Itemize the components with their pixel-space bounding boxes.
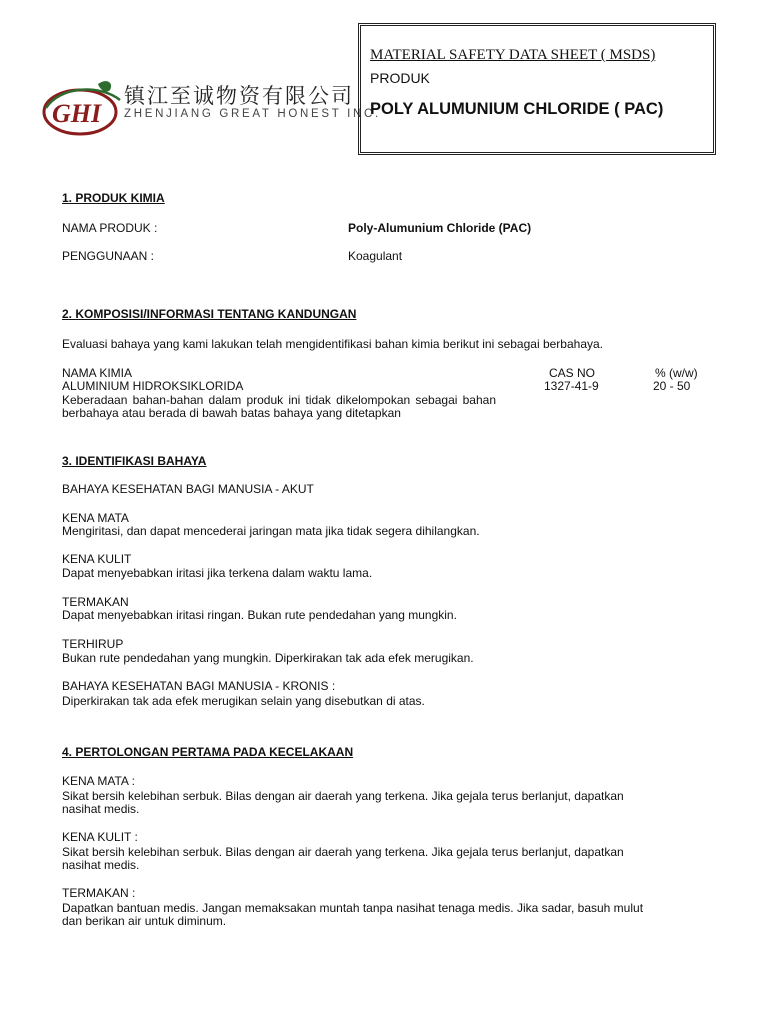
title-box [358, 23, 716, 155]
company-name-english: ZHENJIANG GREAT HONEST INC. [124, 108, 381, 120]
section2-intro: Evaluasi bahaya yang kami lakukan telah mengidentifikasi bahan kimia berikut ini sebagai berbahaya. [62, 337, 603, 351]
nama-produk-value: Poly-Alumunium Chloride (PAC) [348, 221, 532, 235]
product-title: POLY ALUMUNIUM CHLORIDE ( PAC) [370, 100, 664, 118]
section2-note-line2: berbahaya atau berada di bawah batas bahaya yang ditetapkan [62, 406, 401, 420]
msds-title: MATERIAL SAFETY DATA SHEET ( MSDS) [370, 47, 656, 63]
s4-kena-mata-line1: Sikat bersih kelebihan serbuk. Bilas dengan air daerah yang terkena. Jika gejala terus berlanjut, dapatkan [62, 789, 624, 803]
col-percent: % (w/w) [655, 366, 698, 380]
termakan-text: Dapat menyebabkan iritasi ringan. Bukan rute pendedahan yang mungkin. [62, 608, 457, 622]
section3-heading: 3. IDENTIFIKASI BAHAYA [62, 454, 207, 468]
terhirup-label: TERHIRUP [62, 637, 124, 651]
penggunaan-label: PENGGUNAAN : [62, 249, 155, 263]
section1-heading: 1. PRODUK KIMIA [62, 191, 165, 205]
row-percent: 20 - 50 [653, 379, 691, 393]
s4-kena-kulit-label: KENA KULIT : [62, 830, 138, 844]
kena-mata-text: Mengiritasi, dan dapat mencederai jaringan mata jika tidak segera dihilangkan. [62, 524, 480, 538]
s4-kena-mata-line2: nasihat medis. [62, 802, 140, 816]
col-nama-kimia: NAMA KIMIA [62, 366, 133, 380]
section4-heading: 4. PERTOLONGAN PERTAMA PADA KECELAKAAN [62, 745, 354, 759]
penggunaan-value: Koagulant [348, 249, 403, 263]
s4-kena-kulit-line2: nasihat medis. [62, 858, 140, 872]
kronis-label: BAHAYA KESEHATAN BAGI MANUSIA - KRONIS : [62, 679, 336, 693]
s4-kena-kulit-line1: Sikat bersih kelebihan serbuk. Bilas dengan air daerah yang terkena. Jika gejala terus berlanjut, dapatkan [62, 845, 624, 859]
akut-label: BAHAYA KESEHATAN BAGI MANUSIA - AKUT [62, 482, 314, 496]
kena-kulit-text: Dapat menyebabkan iritasi jika terkena dalam waktu lama. [62, 566, 373, 580]
s4-termakan-line1: Dapatkan bantuan medis. Jangan memaksakan muntah tanpa nasihat tenaga medis. Jika sadar, basuh mulut [62, 901, 644, 915]
s4-termakan-line2: dan berikan air untuk diminum. [62, 914, 227, 928]
kena-mata-label: KENA MATA [62, 511, 129, 525]
row-chemical-name: ALUMINIUM HIDROKSIKLORIDA [62, 379, 244, 393]
produk-label: PRODUK [370, 70, 430, 86]
logo-text: GHI [52, 99, 102, 128]
s4-termakan-label: TERMAKAN : [62, 886, 136, 900]
row-cas-no: 1327-41-9 [544, 379, 599, 393]
company-name-chinese: 镇江至诚物资有限公司 [124, 84, 354, 108]
terhirup-text: Bukan rute pendedahan yang mungkin. Diperkirakan tak ada efek merugikan. [62, 651, 474, 665]
termakan-label: TERMAKAN [62, 595, 129, 609]
s4-kena-mata-label: KENA MATA : [62, 774, 135, 788]
nama-produk-label: NAMA PRODUK : [62, 221, 158, 235]
kronis-text: Diperkirakan tak ada efek merugikan selain yang disebutkan di atas. [62, 694, 425, 708]
col-cas-no: CAS NO [549, 366, 596, 380]
section2-note-line1: Keberadaan bahan-bahan dalam produk ini tidak dikelompokan sebagai bahan [62, 393, 496, 407]
kena-kulit-label: KENA KULIT [62, 552, 132, 566]
section2-heading: 2. KOMPOSISI/INFORMASI TENTANG KANDUNGAN [62, 307, 357, 321]
company-logo [40, 78, 124, 140]
